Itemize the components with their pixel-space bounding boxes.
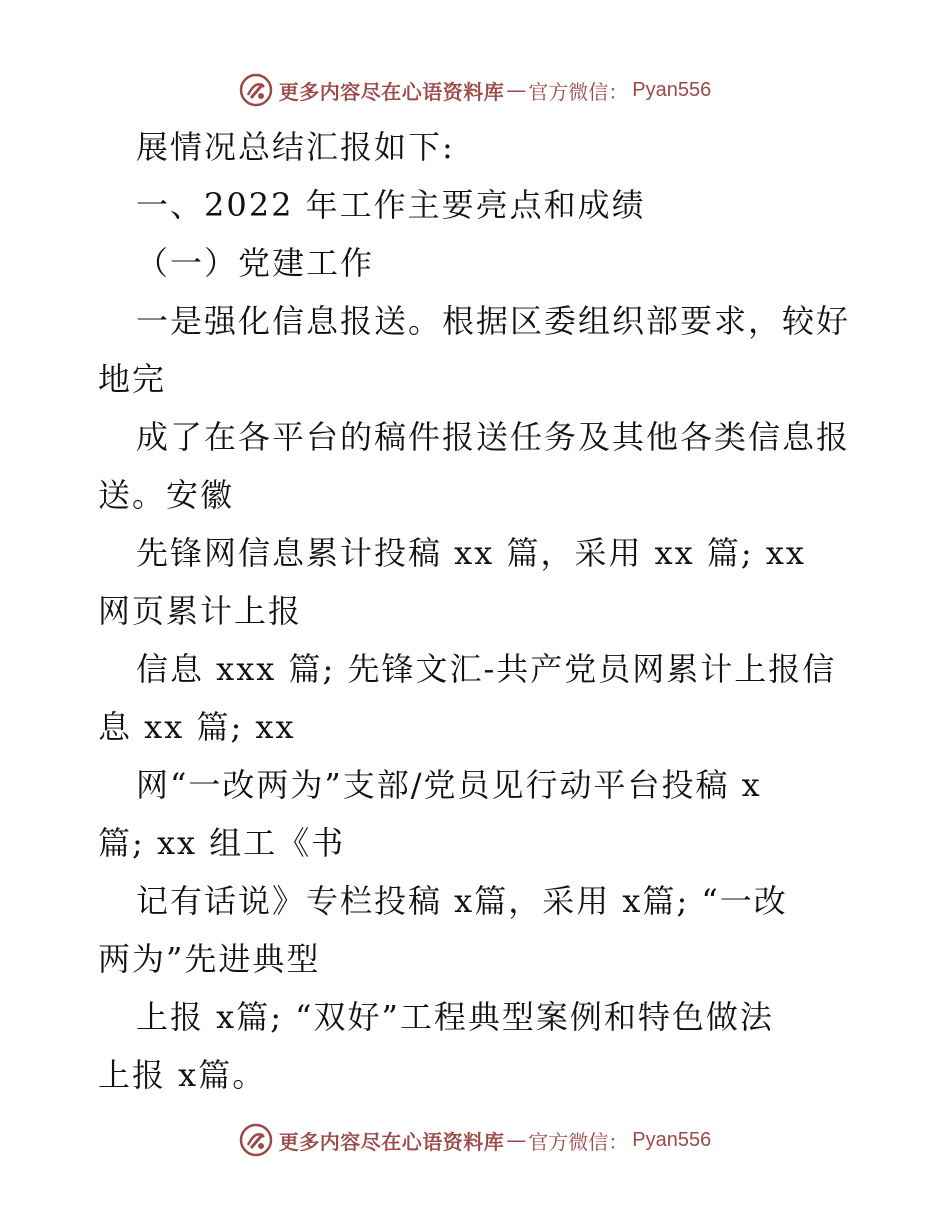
body-text-line: 一、2022 年工作主要亮点和成绩: [136, 186, 646, 224]
banner-contact-id: Pyan556: [632, 78, 712, 101]
body-text-line: 上报 x篇; “双好”工程典型案例和特色做法: [136, 998, 774, 1036]
body-text-line: 信息 xxx 篇; 先锋文汇-共产党员网累计上报信: [136, 650, 837, 688]
document-body: [98, 118, 868, 1104]
banner-separator: —: [506, 78, 527, 102]
header-watermark-banner: [0, 70, 950, 110]
body-text-line: 地完: [98, 360, 167, 398]
body-text-line: 先锋网信息累计投稿 xx 篇，采用 xx 篇; xx: [136, 534, 806, 572]
body-text-line: 成了在各平台的稿件报送任务及其他各类信息报: [136, 418, 851, 456]
body-text-line: 上报 x篇。: [98, 1056, 267, 1094]
banner-contact-label: 官方微信：: [528, 79, 629, 104]
body-text-line: 记有话说》专栏投稿 x篇，采用 x篇; “一改: [136, 882, 788, 920]
body-text-line: 息 xx 篇; xx: [98, 708, 296, 746]
body-text-line: 两为”先进典型: [98, 940, 321, 978]
banner-brand-text: 更多内容尽在心语资料库: [278, 79, 505, 104]
body-text-line: 送。安徽: [98, 476, 235, 514]
body-text-line: （一）党建工作: [136, 244, 375, 282]
brand-logo-icon: [239, 73, 273, 107]
body-text-line: 网“一改两为”支部/党员见行动平台投稿 x: [136, 766, 762, 804]
body-text-line: 一是强化信息报送。根据区委组织部要求，较好: [136, 302, 851, 340]
banner-contact-id: Pyan556: [632, 1128, 712, 1151]
banner-contact-label: 官方微信：: [528, 1129, 629, 1154]
body-text-line: 篇; xx 组工《书: [98, 824, 346, 862]
banner-separator: —: [506, 1128, 527, 1152]
banner-brand-text: 更多内容尽在心语资料库: [278, 1129, 505, 1154]
body-text-line: 网页累计上报: [98, 592, 303, 630]
body-text-line: 展情况总结汇报如下:: [136, 128, 455, 166]
brand-logo-icon: [239, 1123, 273, 1157]
footer-watermark-banner: [0, 1120, 950, 1160]
